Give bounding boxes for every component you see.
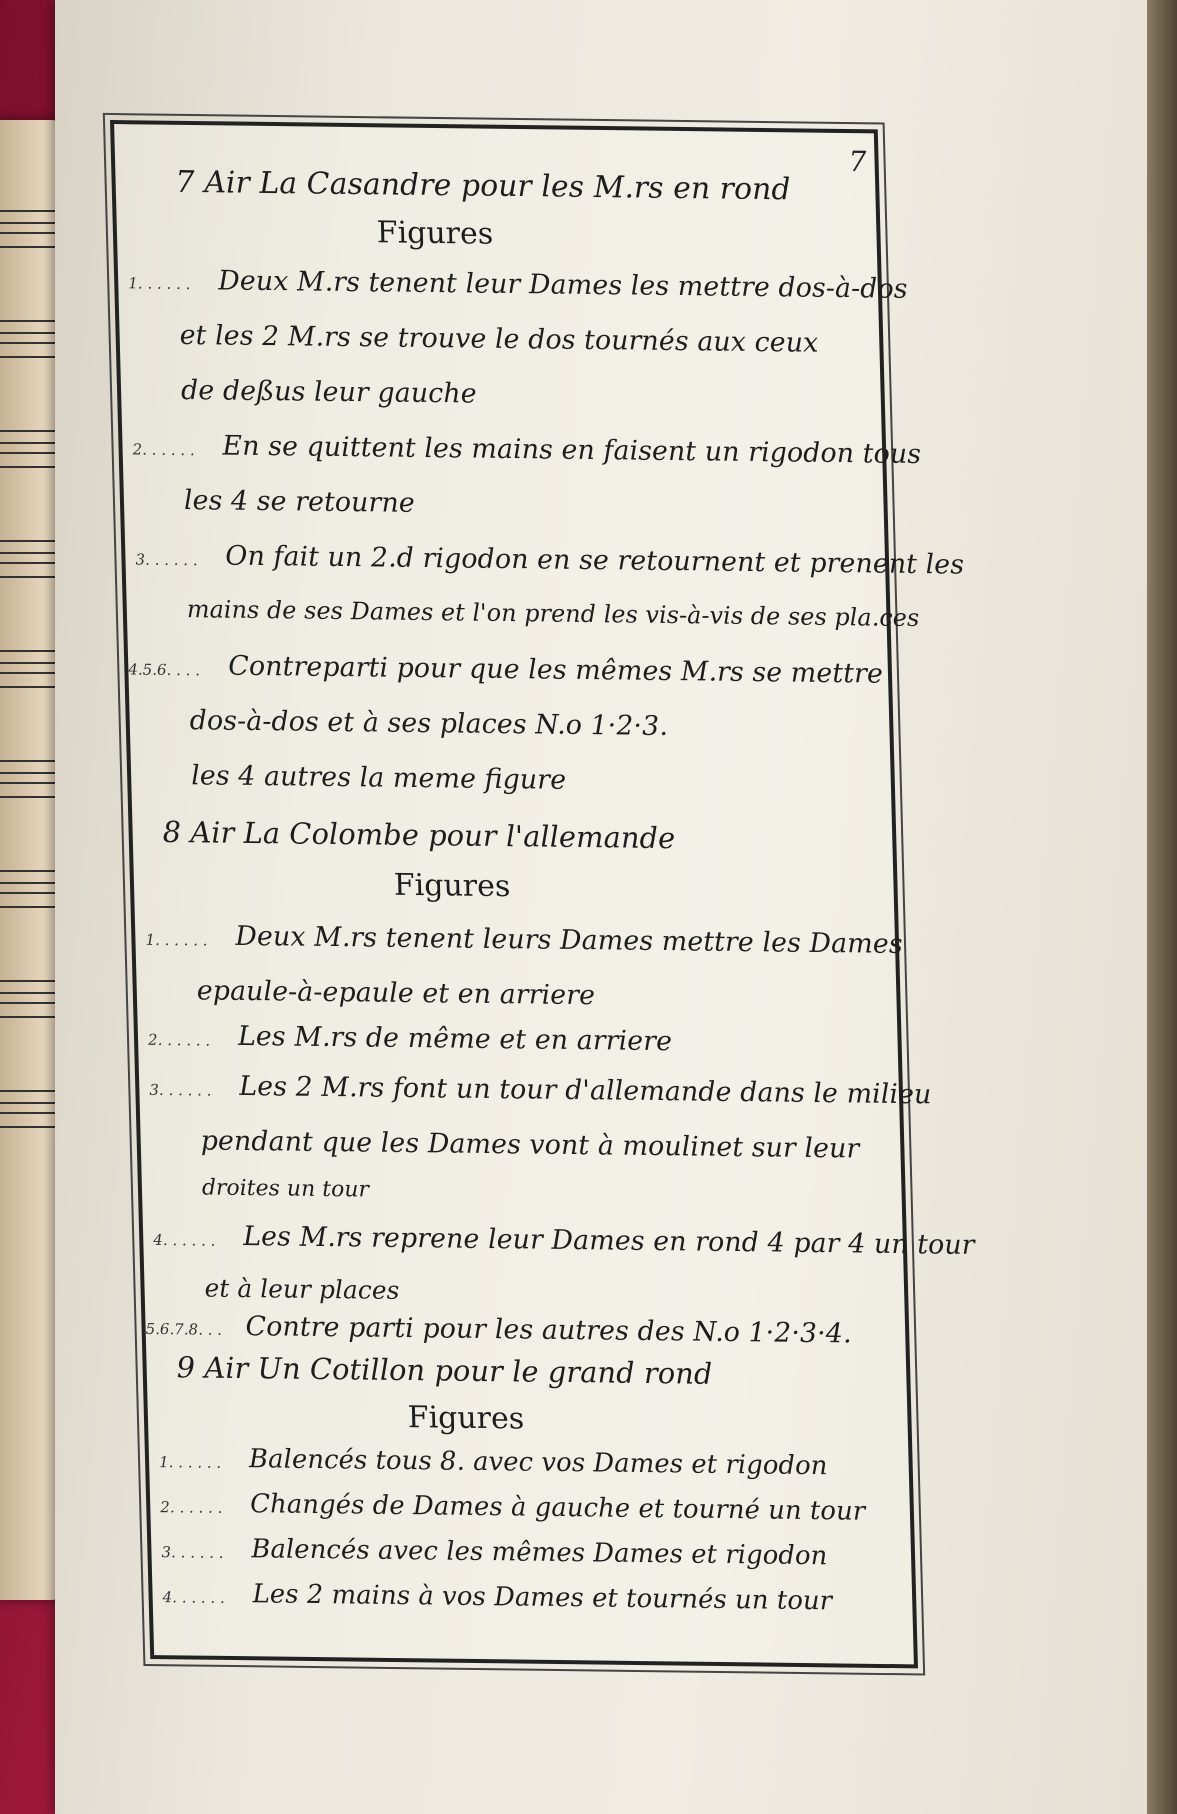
figure-line: les 4 se retourne [183,485,416,519]
figure-line: Deux M.rs tenent leur Dames les mettre dos-à-dos [217,265,908,305]
figure-number: 5.6.7.8. . . [145,1319,223,1339]
air-title: 9 Air Un Cotillon pour le grand rond [176,1350,713,1391]
figures-heading: Figures [376,215,494,252]
figure-number: 3. . . . . . [149,1080,212,1100]
book-spine [1147,0,1177,1814]
figure-number: 3. . . . . . [135,550,198,570]
figure-line: Contreparti pour que les mêmes M.rs se mettre [227,650,884,690]
figure-line: epaule-à-epaule et en arriere [196,975,596,1012]
figure-line: Les 2 mains à vos Dames et tournés un tour [252,1579,833,1617]
figure-line: de deßus leur gauche [180,374,478,410]
figure-number: 1. . . . . . [128,274,191,294]
page-number: 7 [848,145,868,179]
figure-line: Les M.rs de même et en arriere [237,1020,673,1058]
figure-line: les 4 autres la meme figure [190,760,567,796]
figure-line: Changés de Dames à gauche et tourné un tour [249,1489,866,1527]
figure-number: 2. . . . . . [160,1498,223,1517]
figures-heading: Figures [393,867,511,905]
figure-number: 4.5.6. . . . [128,660,201,680]
figure-line: mains de ses Dames et l'on prend les vis-à-vis de ses pla.ces [186,595,920,633]
figure-line: Contre parti pour les autres des N.o 1·2·3·4. [245,1311,852,1350]
figure-number: 1. . . . . . [145,930,208,950]
figure-number: 4. . . . . . [162,1588,225,1607]
figure-number: 4. . . . . . [153,1230,216,1250]
figure-line: pendant que les Dames vont à moulinet sur leur [200,1125,860,1165]
figure-number: 2. . . . . . [147,1030,211,1050]
figure-line: Les M.rs reprene leur Dames en rond 4 par 4 un tour [242,1221,975,1261]
figure-line: et à leur places [204,1273,400,1305]
figure-number: 3. . . . . . [161,1543,224,1562]
figure-line: Balencés tous 8. avec vos Dames et rigodon [248,1444,828,1482]
figure-line: Les 2 M.rs font un tour d'allemande dans le milieu [238,1070,932,1111]
figure-line: On fait un 2.d rigodon en se retournent et prenent les [224,540,965,581]
figure-number: 1. . . . . . [158,1453,222,1472]
figure-line: Deux M.rs tenent leurs Dames mettre les Dames [234,920,903,960]
figure-line: dos-à-dos et à ses places N.o 1·2·3. [189,705,669,743]
figure-line: En se quittent les mains en faisent un rigodon tous [222,430,922,471]
air-title: 7 Air La Casandre pour les M.rs en rond [175,164,792,208]
figure-line: et les 2 M.rs se trouve le dos tournés aux ceux [179,319,819,359]
air-title: 8 Air La Colombe pour l'allemande [162,814,676,856]
engraved-plate [110,120,975,1668]
figure-line: Balencés avec les mêmes Dames et rigodon [250,1534,828,1572]
figure-number: 2. . . . . . [132,440,195,460]
figure-line: droites un tour [201,1175,370,1203]
figures-heading: Figures [407,1400,525,1437]
